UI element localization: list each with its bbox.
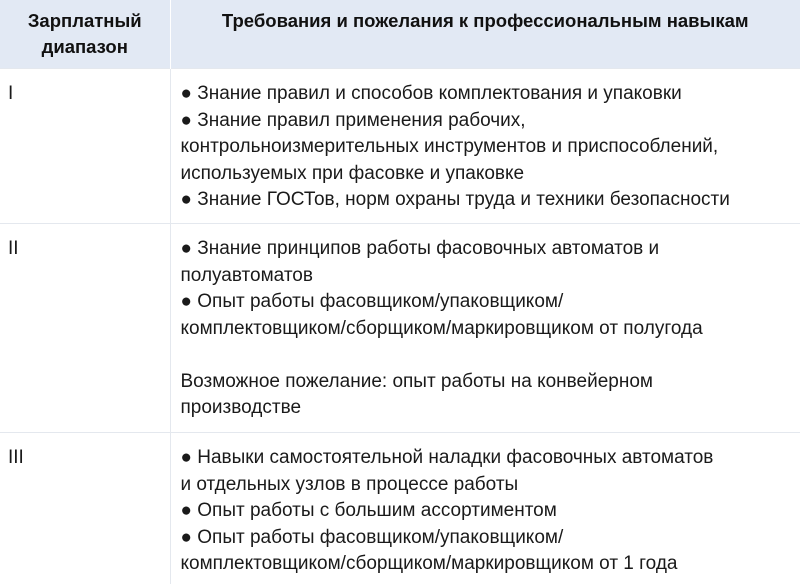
requirement-line: полуавтоматов [180,264,313,286]
requirement-line: ● Навыки самостоятельной наладки фасовочных автоматов [180,447,714,468]
salary-range-cell: I [0,69,170,224]
header-row [0,0,800,69]
header-salary-range [0,0,170,69]
header-salary-range-line2: диапазон [41,36,128,57]
requirements-cell [170,433,800,584]
note-line: производстве [180,397,302,418]
requirements-cell [170,69,800,224]
paragraph-gap [181,342,797,369]
table-row [0,69,800,224]
requirement-line: ● Знание ГОСТов, норм охраны труда и техники безопасности [180,189,730,210]
requirement-line: ● Опыт работы с большим ассортиментом [180,500,557,521]
requirement-line: комплектовщиком/сборщиком/маркировщиком от 1 года [180,553,678,574]
salary-range-cell: III [0,433,170,584]
requirement-line: контрольноизмерительных инструментов и приспособлений, [180,136,719,157]
header-requirements: Требования и пожелания к профессиональным навыкам [170,0,800,69]
requirement-line: ● Опыт работы фасовщиком/упаковщиком/ [180,526,564,548]
header-salary-range-line1: Зарплатный [27,10,142,31]
requirement-line: ● Знание правил и способов комплектования и упаковки [180,83,682,104]
requirement-line: комплектовщиком/сборщиком/маркировщиком от полугода [180,317,703,339]
requirement-line: и отдельных узлов в процессе работы [180,473,519,495]
table-row [0,433,800,584]
note-line: Возможное пожелание: опыт работы на конвейерном [180,370,653,392]
requirement-line: ● Знание принципов работы фасовочных автоматов и [180,238,660,259]
requirement-line: используемых при фасовке и упаковке [180,162,525,184]
table-row [0,224,800,433]
requirement-line: ● Опыт работы фасовщиком/упаковщиком/ [180,291,564,312]
requirement-line: ● Знание правил применения рабочих, [180,109,526,131]
requirements-cell [170,224,800,433]
salary-range-cell: II [0,224,170,433]
